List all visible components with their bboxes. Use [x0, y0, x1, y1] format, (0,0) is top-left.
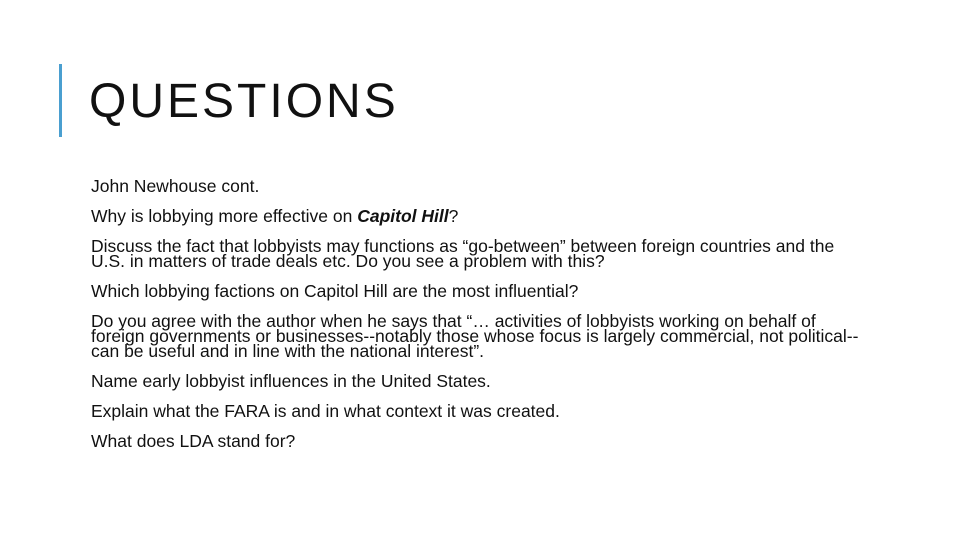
- question-list: [91, 176, 871, 464]
- question-item-4: Which lobbying factions on Capitol Hill are the most influential?: [91, 281, 579, 301]
- question-item-2-suffix: ?: [448, 206, 459, 226]
- question-item-6: Name early lobbyist influences in the United States.: [91, 371, 491, 391]
- question-item-7: Explain what the FARA is and in what context it was created.: [91, 401, 560, 421]
- question-item-2: [91, 206, 871, 226]
- title-accent-bar: [59, 64, 62, 137]
- capitol-hill-emphasis: Capitol Hill: [357, 206, 449, 226]
- question-item-2-text: Why is lobbying more effective on: [91, 206, 358, 226]
- question-item-5: Do you agree with the author when he says that “… activities of lobbyists working on behalf of foreign governments or businesses--notably those whose focus is largely commercial, not political--can be useful and in line with the national interest”.: [91, 311, 859, 361]
- slide-title: QUESTIONS: [89, 75, 399, 128]
- question-item-1: John Newhouse cont.: [91, 176, 260, 196]
- question-item-3: Discuss the fact that lobbyists may functions as “go-between” between foreign countries and the U.S. in matters of trade deals etc. Do you see a problem with this?: [91, 236, 835, 271]
- question-item-8: What does LDA stand for?: [91, 431, 296, 451]
